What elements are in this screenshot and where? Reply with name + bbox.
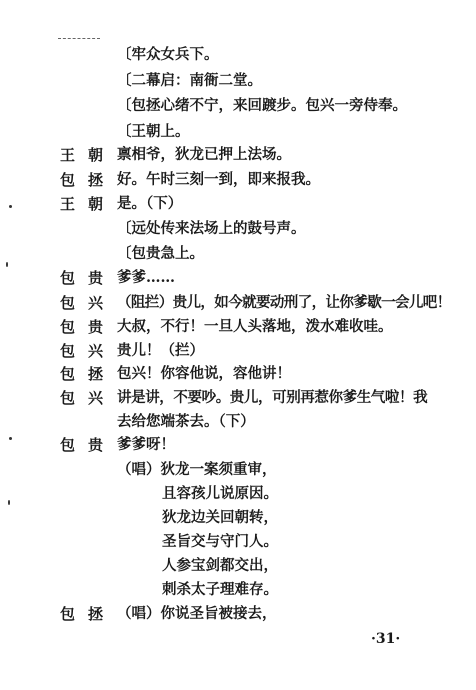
speaker-name: 王朝 [60, 146, 117, 164]
speaker-name: 包兴 [60, 389, 117, 407]
dialogue-text: 去给您端茶去。（下） [117, 413, 255, 430]
speaker-name: 包贵 [60, 269, 117, 287]
dialogue-text: 大叔，不行！一旦人头落地，泼水难收哇。 [117, 318, 393, 335]
dialogue-text: 爹爹呀！ [117, 436, 175, 453]
dialogue-text: 好。午时三刻一到，即来报我。 [117, 171, 320, 188]
speaker-name: 包贵 [60, 436, 117, 454]
speaker-name: 包兴 [60, 294, 117, 312]
scan-speck [8, 500, 10, 505]
dialogue-text: 讲是讲，不要吵。贵儿，可别再惹你爹生气啦！我 [117, 389, 428, 406]
speaker-name: 包贵 [60, 318, 117, 336]
speaker-name: 包拯 [60, 365, 117, 383]
sung-verse: （唱）狄龙一案须重审， [117, 461, 277, 478]
sung-verse: 刺杀太子理难存。 [162, 581, 278, 598]
speaker-name: 包拯 [60, 171, 117, 189]
stage-direction: 〔远处传来法场上的鼓号声。 [117, 220, 306, 237]
dialogue-text: 贵儿！（拦） [117, 342, 204, 359]
dialogue-text: 是。（下） [117, 195, 183, 212]
speaker-name: 包拯 [60, 605, 117, 623]
speaker-name: 包兴 [60, 342, 117, 360]
scan-speck [9, 437, 12, 440]
stage-direction: 〔牢众女兵下。 [117, 46, 219, 63]
dialogue-text: 爹爹…… [117, 269, 175, 286]
sung-verse: 人参宝剑都交出， [162, 557, 278, 574]
dialogue-text: （阻拦）贵儿，如今就要动刑了，让你爹歇一会儿吧！ [117, 294, 451, 311]
stage-direction: 〔王朝上。 [117, 123, 190, 140]
sung-verse: 狄龙边关回朝转， [162, 509, 278, 526]
sung-verse: 且容孩儿说原因。 [162, 485, 278, 502]
stage-direction: 〔包拯心绪不宁，来回踱步。包兴一旁侍奉。 [117, 97, 407, 114]
page-number: ·31· [371, 631, 401, 647]
dialogue-text: 包兴！你容他说，容他讲！ [117, 365, 291, 382]
scan-speck [6, 262, 8, 267]
speaker-name: 王朝 [60, 195, 117, 213]
sung-verse: 圣旨交与守门人。 [162, 533, 278, 550]
dialogue-continuation [117, 412, 255, 431]
dialogue-text: （唱）你说圣旨被接去， [117, 605, 277, 622]
top-rule [58, 38, 100, 39]
dialogue-text: 禀相爷，狄龙已押上法场。 [117, 146, 291, 163]
stage-direction: 〔包贵急上。 [117, 245, 204, 262]
stage-direction: 〔二幕启：南衙二堂。 [117, 72, 262, 89]
scan-speck [9, 205, 12, 208]
